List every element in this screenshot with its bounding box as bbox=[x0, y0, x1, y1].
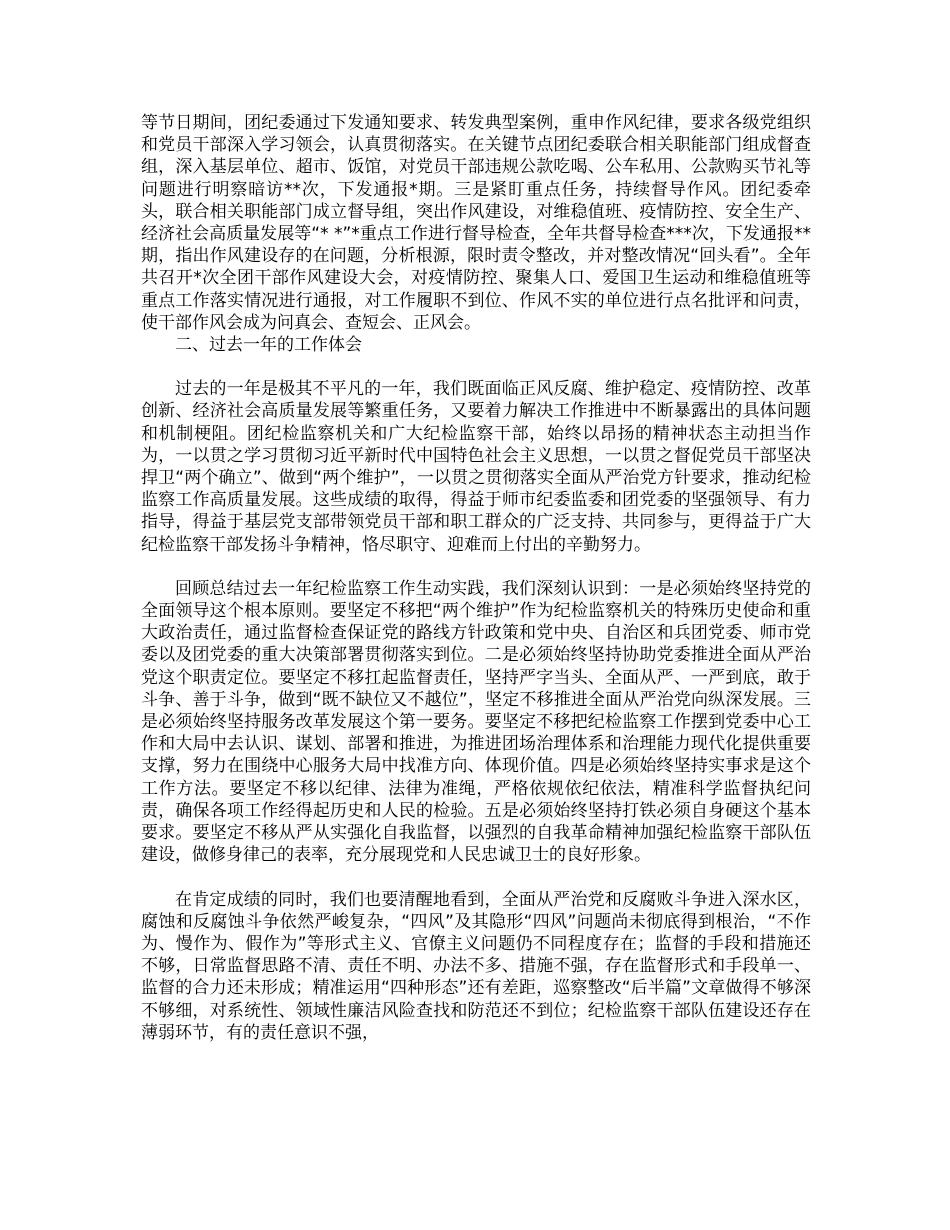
paragraph-continuation: 等节日期间，团纪委通过下发通知要求、转发典型案例，重申作风纪律，要求各级党组织和党员干部深入学习领会，认真贯彻落实。在关键节点团纪委联合相关职能部门组成督查组，深入基层单位、超市、饭馆，对党员干部违规公款吃喝、公车私用、公款购买节礼等问题进行明察暗访**次，下发通报*期。三是紧盯重点任务，持续督导作风。团纪委牵头，联合相关职能部门成立督导组，突出作风建设，对维稳值班、疫情防控、安全生产、经济社会高质量发展等“* *”*重点工作进行督导检查，全年共督导检查***次，下发通报**期，指出作风建设存的在问题，分析根源，限时责令整改，并对整改情况“回头看”。全年共召开*次全团干部作风建设大会，对疫情防控、聚集人口、爱国卫生运动和维稳值班等重点工作落实情况进行通报，对工作履职不到位、作风不实的单位进行点名批评和问责，使干部作风会成为问真会、查短会、正风会。 bbox=[141, 113, 811, 333]
document-body bbox=[141, 112, 811, 1044]
paragraph-work-summary: 过去的一年是极其不平凡的一年，我们既面临正风反腐、维护稳定、疫情防控、改革创新、经济社会高质量发展等繁重任务，又要着力解决工作推进中不断暴露出的具体问题和机制梗阻。团纪检监察机关和广大纪检监察干部，始终以昂扬的精神状态主动担当作为，一以贯之学习贯彻习近平新时代中国特色社会主义思想，一以贯之督促党员干部坚决捍卫“两个确立”、做到“两个维护”，一以贯之贯彻落实全面从严治党方针要求，推动纪检监察工作高质量发展。这些成绩的取得，得益于师市纪委监委和团党委的坚强领导、有力指导，得益于基层党支部带领党员干部和职工群众的广泛支持、共同参与，更得益于广大纪检监察干部发扬斗争精神，恪尽职守、迎难而上付出的辛勤努力。 bbox=[141, 379, 811, 555]
paragraph-problems: 在肯定成绩的同时，我们也要清醒地看到，全面从严治党和反腐败斗争进入深水区，腐蚀和反腐蚀斗争依然严峻复杂，“四风”及其隐形“四风”问题尚未彻底得到根治，“不作为、慢作为、假作为”等形式主义、官僚主义问题仍不同程度存在；监督的手段和措施还不够，日常监督思路不清、责任不明、办法不多、措施不强，存在监督形式和手段单一、监督的合力还未形成；精准运用“四种形态”还有差距，巡察整改“后半篇”文章做得不够深不够细，对系统性、领域性廉洁风险查找和防范还不到位；纪检监察干部队伍建设还存在薄弱环节，有的责任意识不强， bbox=[141, 889, 811, 1043]
section-heading: 二、过去一年的工作体会 bbox=[175, 335, 362, 356]
paragraph-lessons: 回顾总结过去一年纪检监察工作生动实践，我们深刻认识到：一是必须始终坚持党的全面领导这个根本原则。要坚定不移把“两个维护”作为纪检监察机关的特殊历史使命和重大政治责任，通过监督检查保证党的路线方针政策和党中央、自治区和兵团党委、师市党委以及团党委的重大决策部署贯彻落实到位。二是必须始终坚持协助党委推进全面从严治党这个职责定位。要坚定不移扛起监督责任，坚持严字当头、全面从严、一严到底，敢于斗争、善于斗争，做到“既不缺位又不越位”，坚定不移推进全面从严治党向纵深发展。三是必须始终坚持服务改革发展这个第一要务。要坚定不移把纪检监察工作摆到党委中心工作和大局中去认识、谋划、部署和推进，为推进团场治理体系和治理能力现代化提供重要支撑，努力在围绕中心服务大局中找准方向、体现价值。四是必须始终坚持实事求是这个工作方法。要坚定不移以纪律、法律为准绳，严格依规依纪依法，精准科学监督执纪问责，确保各项工作经得起历史和人民的检验。五是必须始终坚持打铁必须自身硬这个基本要求。要坚定不移从严从实强化自我监督，以强烈的自我革命精神加强纪检监察干部队伍建设，做修身律己的表率，充分展现党和人民忠诚卫士的良好形象。 bbox=[141, 578, 811, 866]
